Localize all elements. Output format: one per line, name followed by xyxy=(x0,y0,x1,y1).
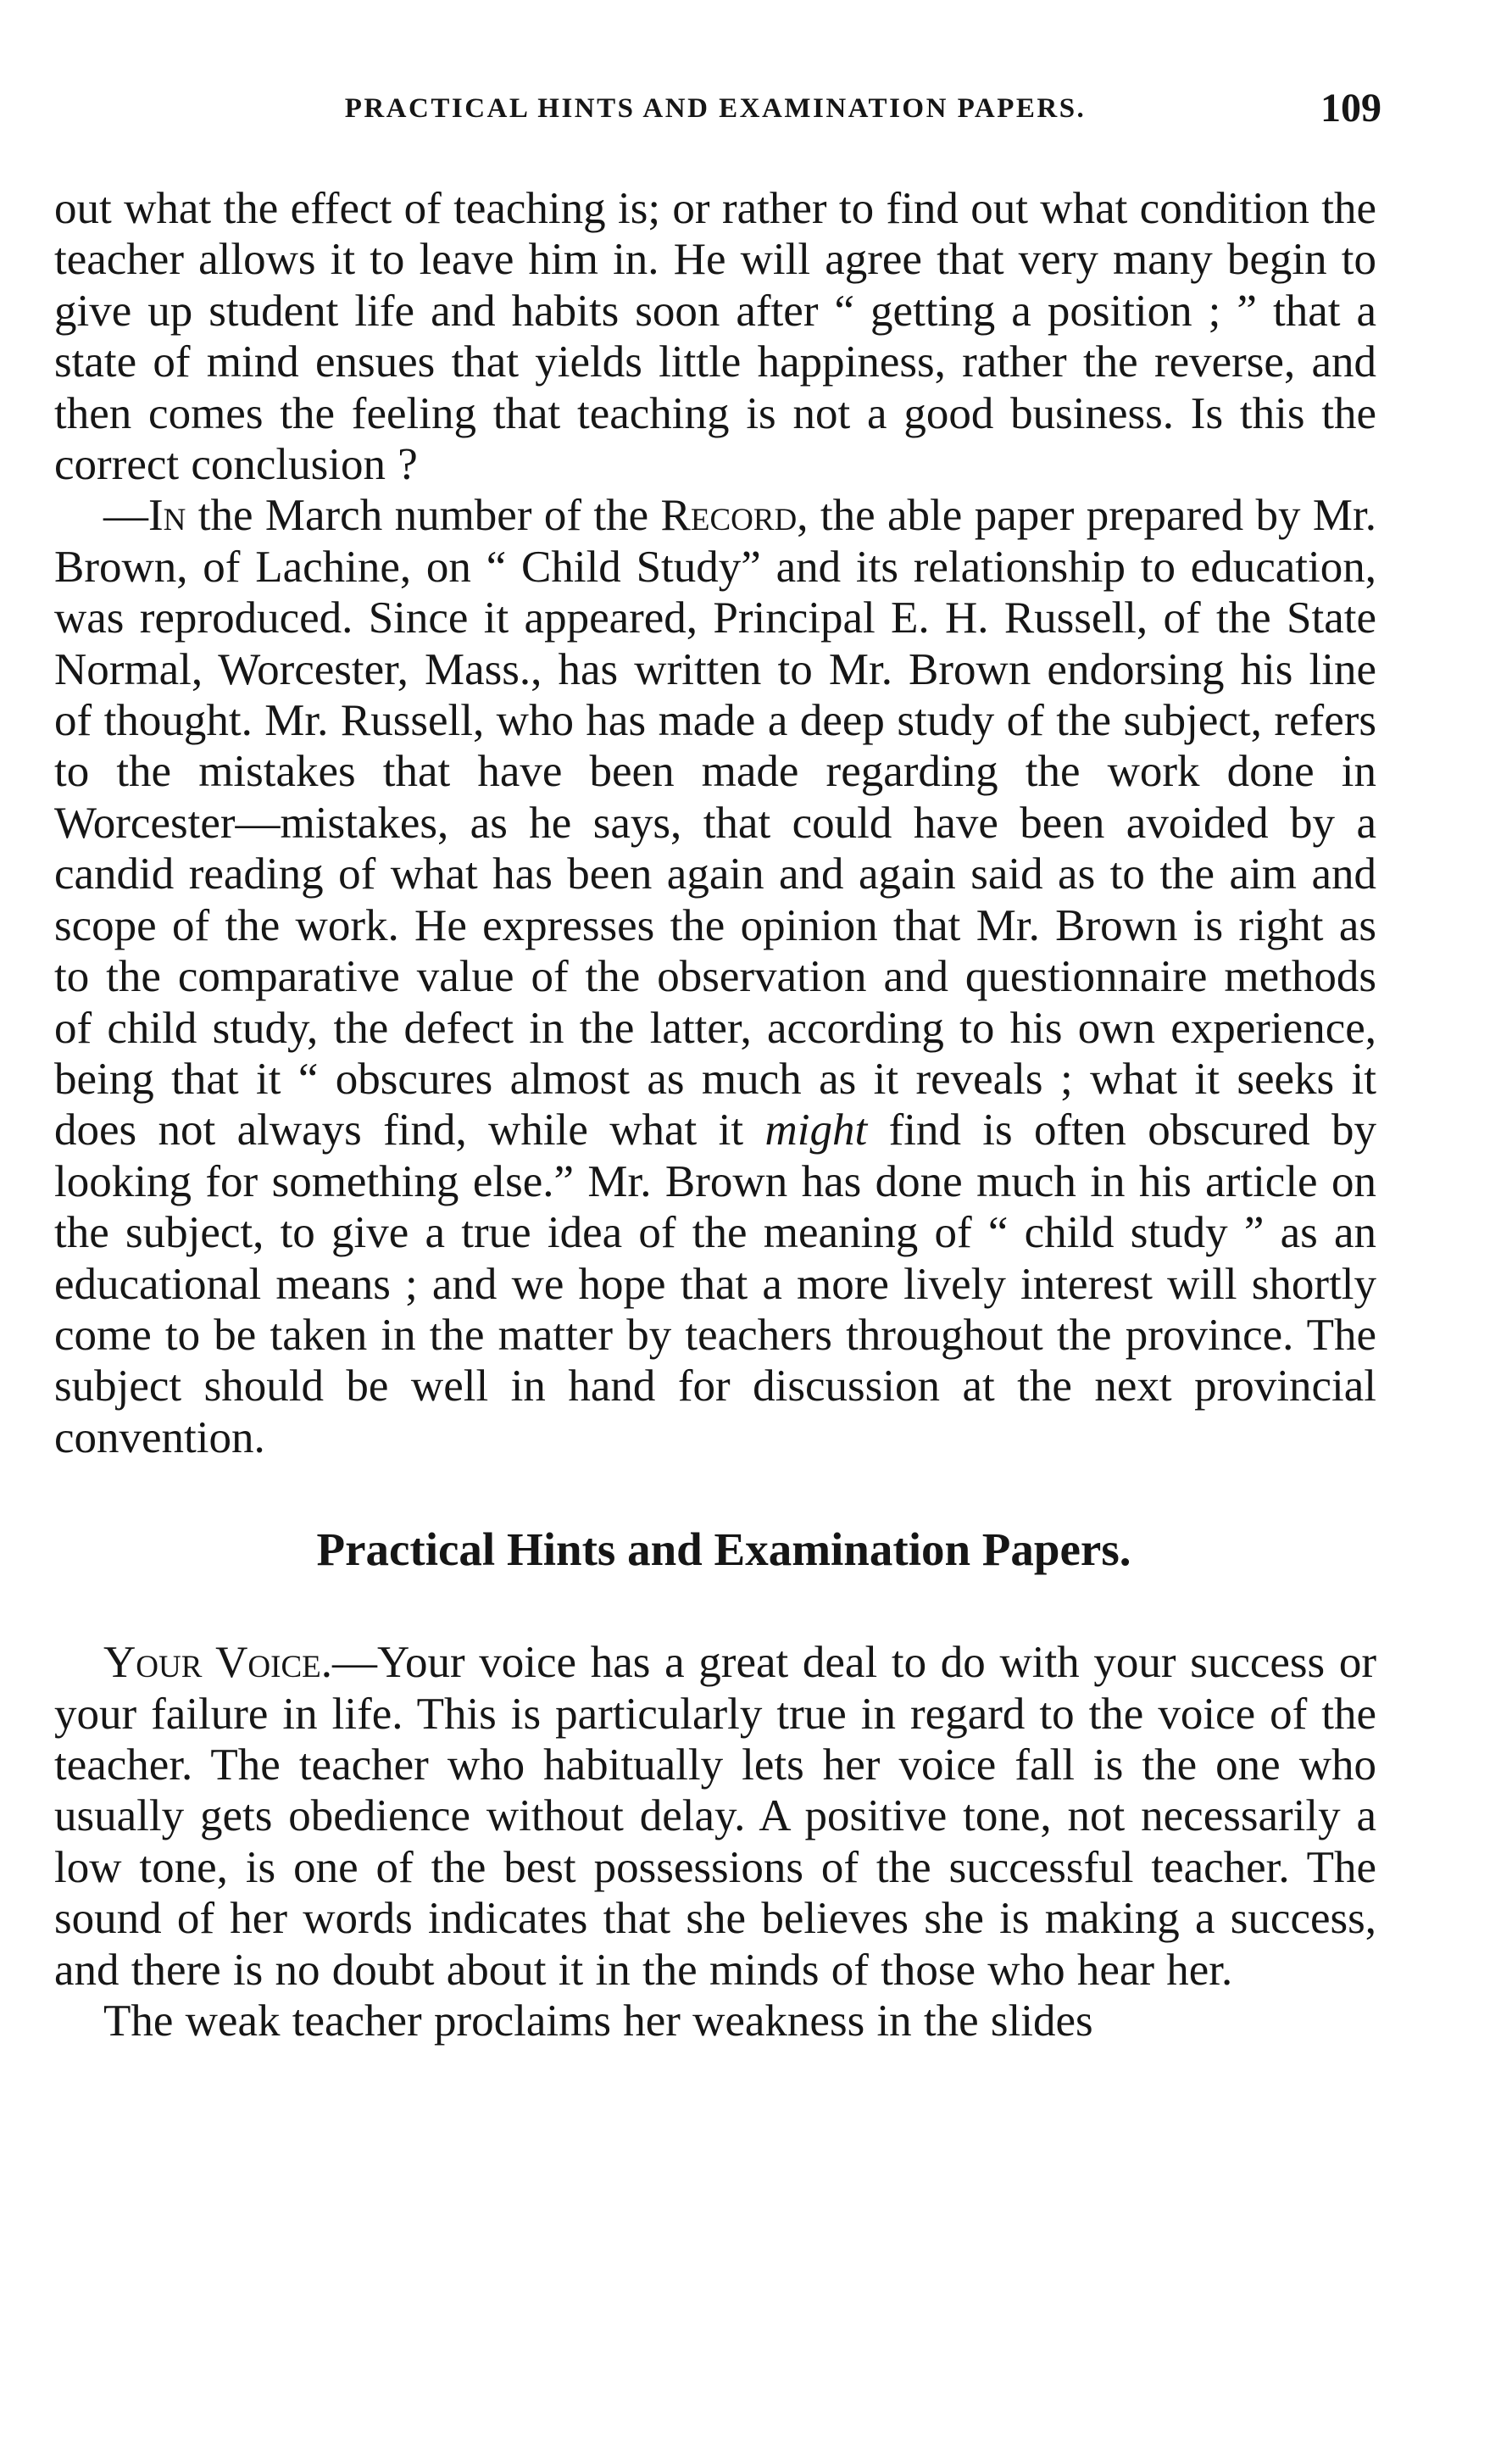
running-header xyxy=(54,85,1381,153)
paragraph-text: , the able paper prepared by Mr. Brown, of Lachine, on “ Child Study” and its relationship to education, was reproduced. Since it appeared, Principal E. H. Russell, of the State Normal, Worcester, Mass., has written to Mr. Brown endorsing his line of thought. Mr. Russell, who has made a deep study of the subject, refers to the mistakes that have been made regarding the work done in Worcester—mistakes, as he says, that could have been avoided by a candid reading of what has been again and again said as to the aim and scope of the work. He expresses the opinion that Mr. Brown is right as to the comparative value of the observation and questionnaire methods of child study, the defect in the latter, according to his own experience, being that it “ obscures almost as much as it reveals ; what it seeks it does not always find, while what it xyxy=(54,491,1376,1155)
paragraph-continuation: out what the effect of teaching is; or rather to find out what condition the teacher allows it to leave him in. He will agree that very many begin to give up student life and habits soon after “ getting a position ; ” that a state of mind ensues that yields little happiness, rather the reverse, and then comes the feeling that teaching is not a good business. Is this the correct conclusion ? xyxy=(54,184,1376,490)
paragraph-child-study xyxy=(54,490,1376,1463)
paragraph-your-voice xyxy=(54,1637,1376,1996)
journal-name: Record xyxy=(660,491,798,541)
section-heading: Practical Hints and Examination Papers. xyxy=(316,1523,1131,1576)
page-number: 109 xyxy=(1320,86,1381,131)
paragraph-lead-in: —In xyxy=(103,491,186,541)
paragraph-text: find is often obscured by looking for something else.” Mr. Brown has done much in his article on the subject, to give a true idea of the meaning of “ child study ” as an educational means ; and we hope that a more lively interest will shortly come to be taken in the matter by teachers throughout the province. The subject should be well in hand for discussion at the next provincial convention. xyxy=(54,1105,1376,1462)
paragraph-lead-in: Your Voice. xyxy=(103,1638,332,1688)
paragraph-weak-teacher: The weak teacher proclaims her weakness in the slides xyxy=(103,1996,1093,2046)
running-title: PRACTICAL HINTS AND EXAMINATION PAPERS. xyxy=(344,93,1087,124)
page xyxy=(54,85,1381,2046)
paragraph-text: —Your voice has a great deal to do with your success or your failure in life. This is particularly true in regard to the voice of the teacher. The teacher who habitually lets her voice fall is the one who usually gets obedience without delay. A positive tone, not necessarily a low tone, is one of the best possessions of the successful teacher. The sound of her words indicates that she believes she is making a success, and there is no doubt about it in the minds of those who hear her. xyxy=(54,1638,1376,1995)
emphasis-word: might xyxy=(764,1105,868,1155)
paragraph-text: the March number of the xyxy=(186,491,661,541)
